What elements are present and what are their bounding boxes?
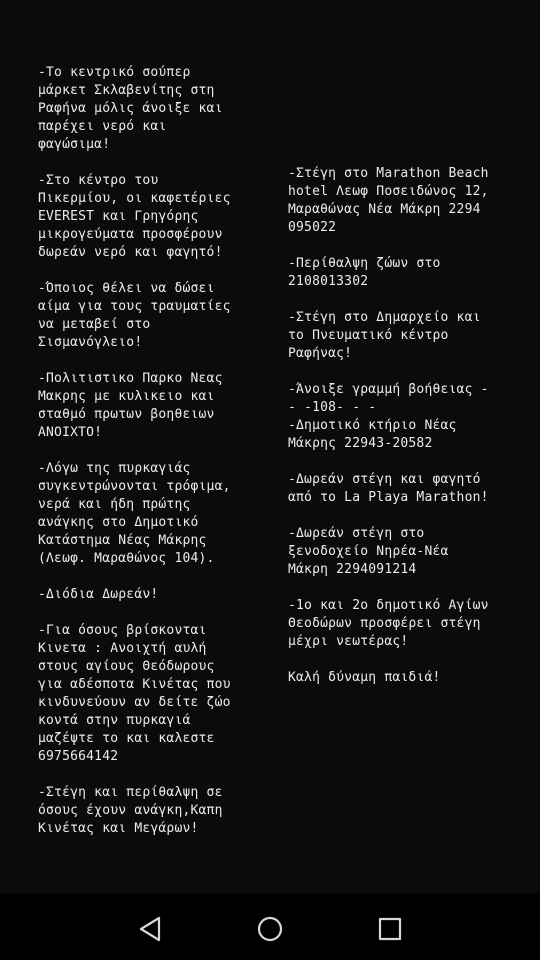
right-paragraph bbox=[288, 309, 540, 363]
text-line: -Το κεντρικό σούπερ bbox=[38, 65, 191, 80]
text-line: -Στέγη και περίθαλψη σε bbox=[38, 785, 223, 800]
text-line: φαγώσιμα! bbox=[38, 137, 111, 152]
left-paragraph bbox=[38, 280, 270, 352]
text-line: (Λεωφ. Μαραθώνος 104). bbox=[38, 551, 215, 566]
right-paragraph bbox=[288, 525, 540, 579]
text-line: 6975664142 bbox=[38, 749, 119, 764]
text-line: να μεταβεί στο bbox=[38, 317, 151, 332]
text-line: -Δωρεάν στέγη και φαγητό bbox=[288, 472, 481, 487]
text-line: -Περίθαλψη ζώων στο bbox=[288, 256, 441, 271]
text-line: 2108013302 bbox=[288, 274, 369, 289]
text-line: Κατάστημα Νέας Μάκρης bbox=[38, 533, 207, 548]
text-line: Θεοδώρων προσφέρει στέγη bbox=[288, 616, 481, 631]
text-line: Ραφήνα μόλις άνοιξε και bbox=[38, 101, 223, 116]
right-paragraph bbox=[288, 669, 540, 687]
text-line: -Όποιος θέλει να δώσει bbox=[38, 281, 215, 296]
text-line: κινδυνεύουν αν δείτε ζώο bbox=[38, 695, 231, 710]
recent-apps-square-icon bbox=[378, 917, 402, 941]
text-line: Μαραθώνας Νέα Μάκρη 2294 bbox=[288, 202, 481, 217]
text-line: παρέχει νερό και bbox=[38, 119, 167, 134]
text-line: μάρκετ Σκλαβενίτης στη bbox=[38, 83, 215, 98]
text-line: hotel Λεωφ Ποσειδώνος 12, bbox=[288, 184, 489, 199]
text-line: συγκεντρώνονται τρόφιμα, bbox=[38, 479, 231, 494]
text-line: από το La Playa Marathon! bbox=[288, 490, 489, 505]
text-line: Καλή δύναμη παιδιά! bbox=[288, 670, 441, 685]
right-text-column bbox=[288, 165, 540, 705]
text-line: -Στο κέντρο του bbox=[38, 173, 159, 188]
left-text-column bbox=[38, 64, 270, 856]
text-line: σταθμό πρωτων βοηθειων bbox=[38, 407, 215, 422]
text-line: κοντά στην πυρκαγιά bbox=[38, 713, 191, 728]
text-line: -Πολιτιστικο Παρκο Νεας bbox=[38, 371, 223, 386]
text-line: Μάκρης 22943-20582 bbox=[288, 436, 433, 451]
text-line: Κινετα : Ανοιχτή αυλή bbox=[38, 641, 207, 656]
text-line: Μακρης με κυλικειο και bbox=[38, 389, 215, 404]
text-line: -Άνοιξε γραμμή βοήθειας - bbox=[288, 382, 489, 397]
right-paragraph bbox=[288, 597, 540, 651]
right-paragraph bbox=[288, 255, 540, 291]
text-line: νερά και ήδη πρώτης bbox=[38, 497, 191, 512]
text-line: μαζέψτε το και καλεστε bbox=[38, 731, 215, 746]
text-line: για αδέσποτα Κινέτας που bbox=[38, 677, 231, 692]
text-line: -Δημοτικό κτήριο Νέας bbox=[288, 418, 457, 433]
back-triangle-icon bbox=[138, 916, 162, 942]
text-line: ΑΝΟΙΧΤΟ! bbox=[38, 425, 103, 440]
left-paragraph bbox=[38, 586, 270, 604]
text-line: -Για όσους βρίσκονται bbox=[38, 623, 207, 638]
android-navigation-bar bbox=[0, 893, 540, 960]
text-line: -Στέγη στο Δημαρχείο και bbox=[288, 310, 481, 325]
text-line: μικρογεύματα προσφέρουν bbox=[38, 227, 223, 242]
text-line: Πικερμίου, οι καφετέριες bbox=[38, 191, 231, 206]
text-line: -Στέγη στο Marathon Beach bbox=[288, 166, 489, 181]
text-line: το Πνευματικό κέντρο bbox=[288, 328, 449, 343]
text-line: -1ο και 2ο δημοτικό Αγίων bbox=[288, 598, 489, 613]
text-line: ανάγκης στο Δημοτικό bbox=[38, 515, 199, 530]
left-paragraph bbox=[38, 64, 270, 154]
left-paragraph bbox=[38, 370, 270, 442]
text-line: Μάκρη 2294091214 bbox=[288, 562, 417, 577]
text-line: 095022 bbox=[288, 220, 337, 235]
text-line: μέχρι νεωτέρας! bbox=[288, 634, 409, 649]
left-paragraph bbox=[38, 172, 270, 262]
right-paragraph bbox=[288, 471, 540, 507]
left-paragraph bbox=[38, 460, 270, 568]
home-circle-icon bbox=[256, 915, 284, 943]
text-line: Ραφήνας! bbox=[288, 346, 353, 361]
left-paragraph bbox=[38, 784, 270, 838]
text-line: -Λόγω της πυρκαγιάς bbox=[38, 461, 191, 476]
back-button[interactable] bbox=[130, 909, 170, 949]
text-line: αίμα για τους τραυματίες bbox=[38, 299, 231, 314]
text-line: EVEREST και Γρηγόρης bbox=[38, 209, 199, 224]
text-line: ξενοδοχείο Νηρέα-Νέα bbox=[288, 544, 449, 559]
text-line: -Διόδια Δωρεάν! bbox=[38, 587, 159, 602]
text-line: Κινέτας και Μεγάρων! bbox=[38, 821, 199, 836]
left-paragraph bbox=[38, 622, 270, 766]
text-line: Σισμανόγλειο! bbox=[38, 335, 143, 350]
home-button[interactable] bbox=[250, 909, 290, 949]
text-line: - -108- - - bbox=[288, 400, 377, 415]
recent-apps-button[interactable] bbox=[370, 909, 410, 949]
right-paragraph bbox=[288, 381, 540, 453]
right-paragraph bbox=[288, 165, 540, 237]
text-line: δωρεάν νερό και φαγητό! bbox=[38, 245, 223, 260]
text-line: όσους έχουν ανάγκη,Καπη bbox=[38, 803, 223, 818]
text-line: -Δωρεάν στέγη στο bbox=[288, 526, 425, 541]
text-line: στους αγίους Θεόδωρους bbox=[38, 659, 215, 674]
